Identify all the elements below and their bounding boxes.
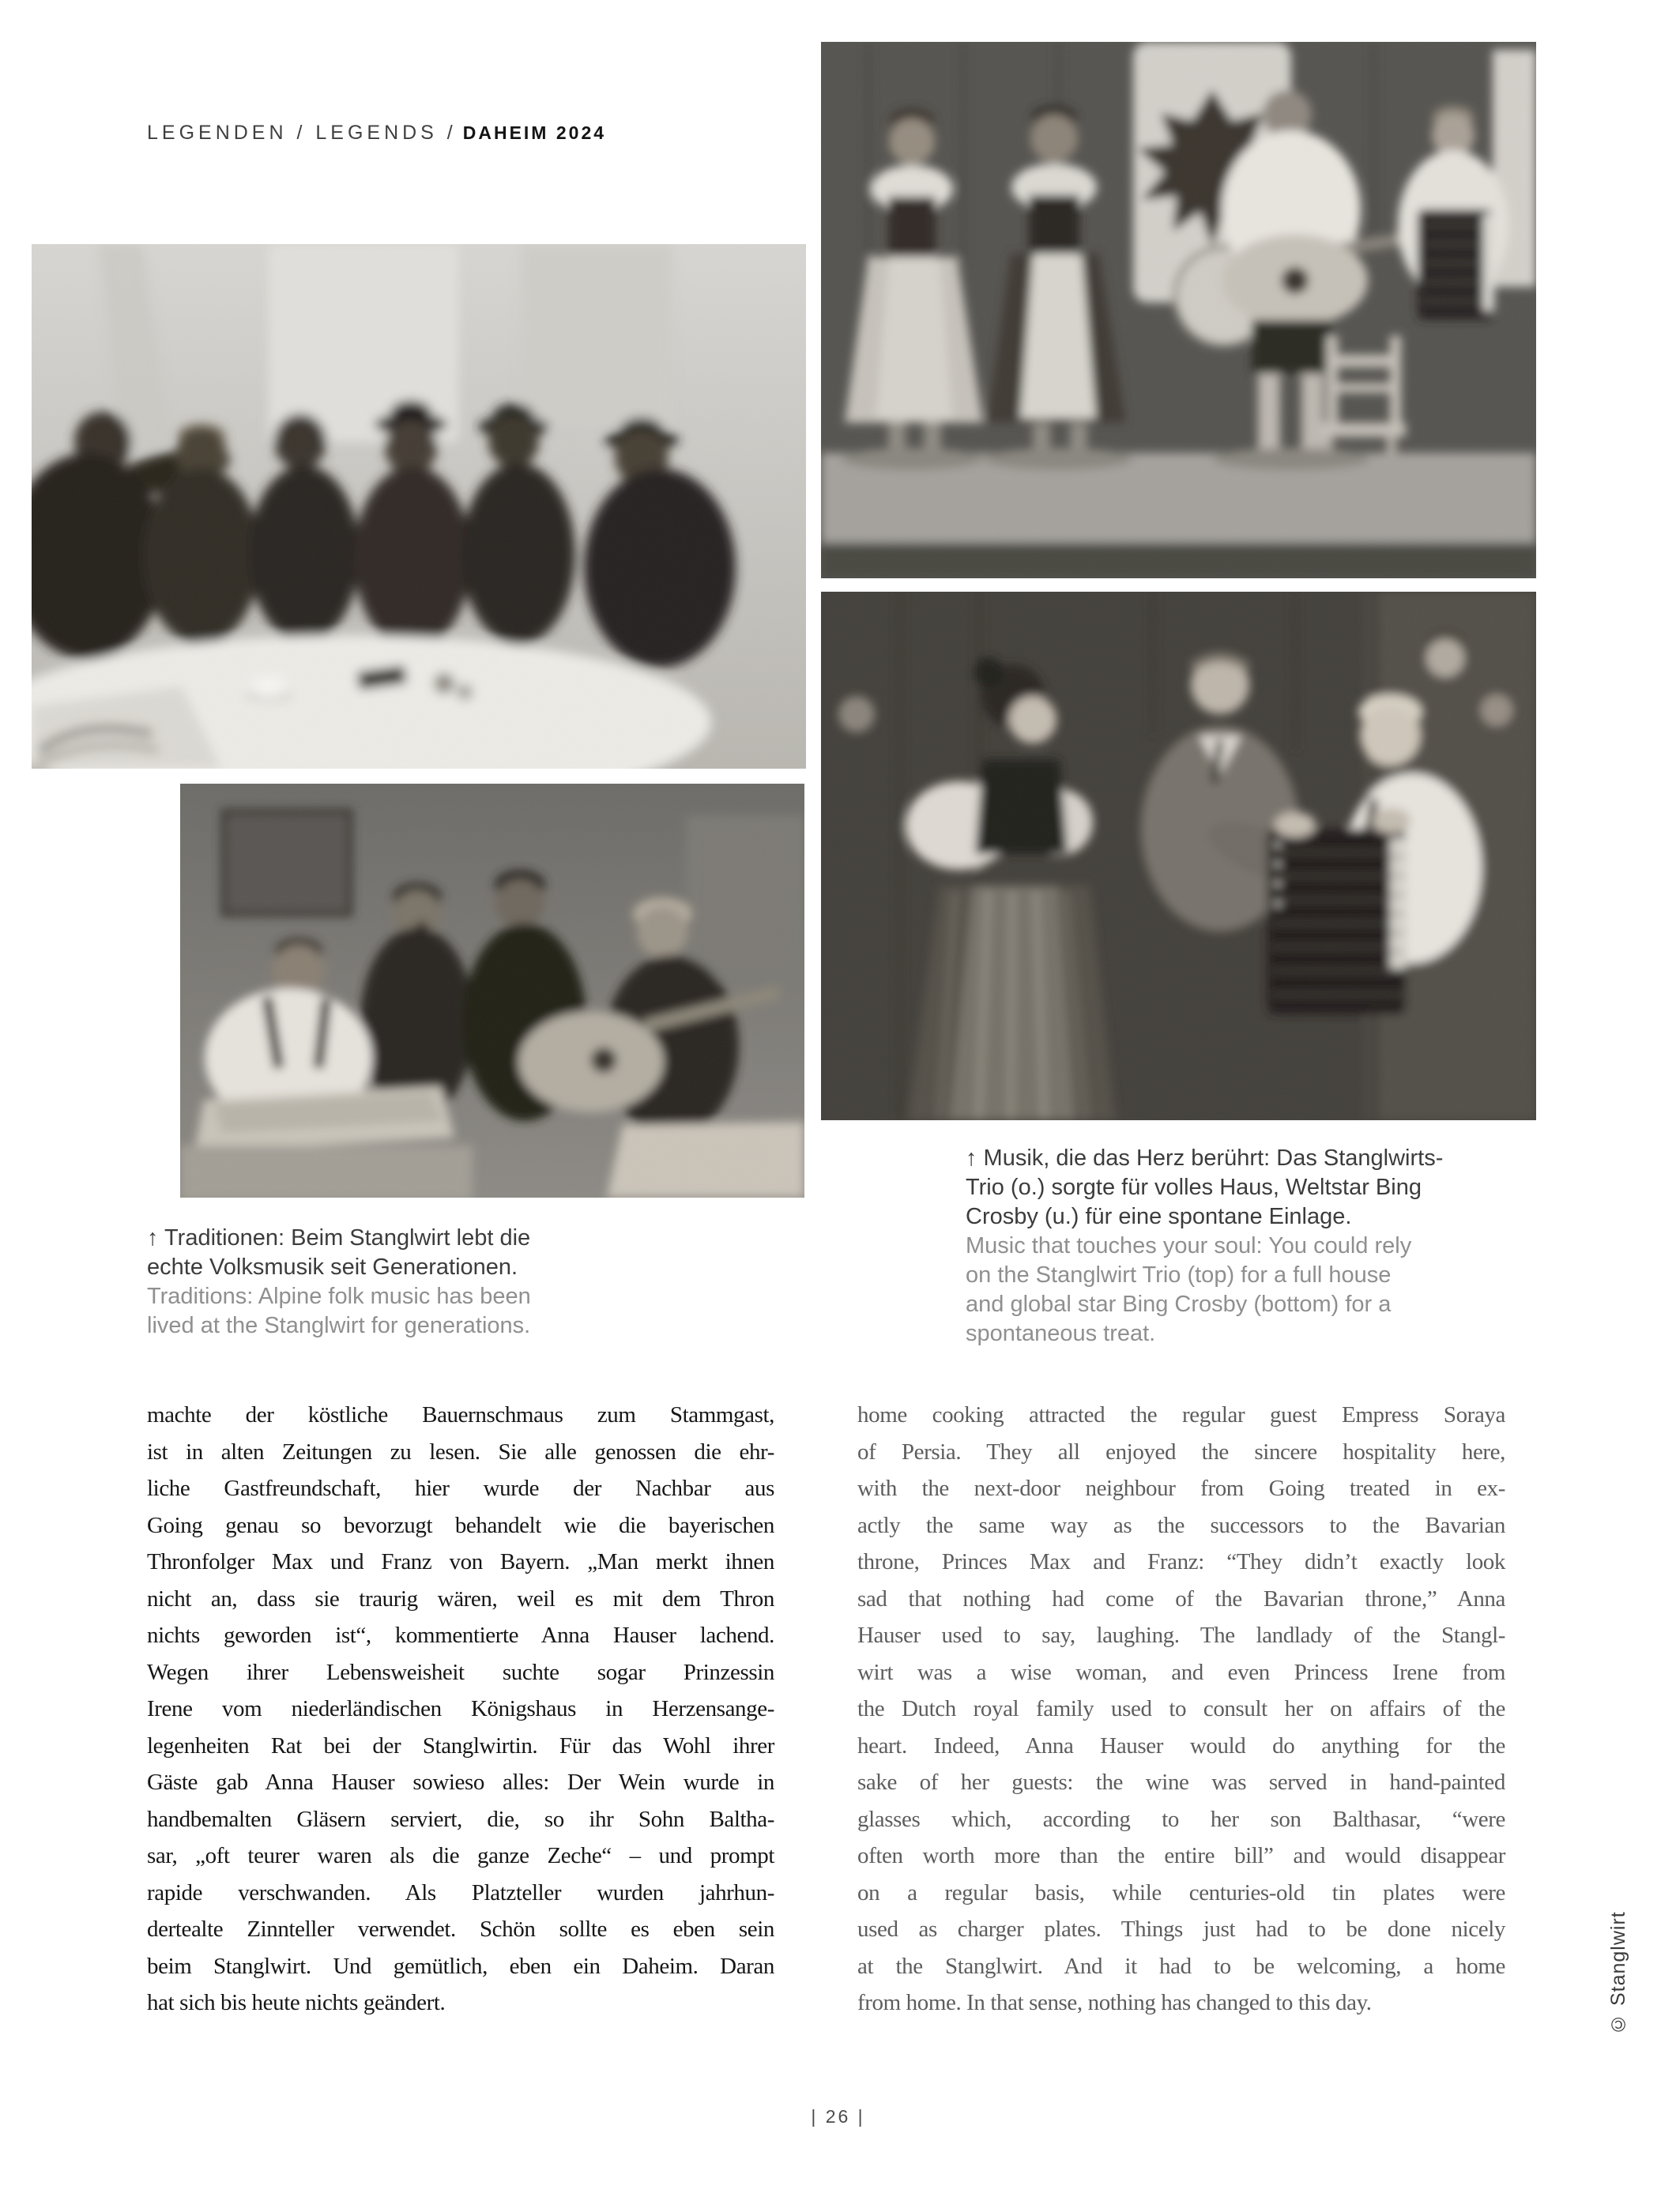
body-text-line: with the next-door neighbour from Going treated in ex- bbox=[857, 1476, 1505, 1501]
body-text-line: wirt was a wise woman, and even Princess Irene from bbox=[857, 1659, 1505, 1685]
body-text-line: Thronfolger Max und Franz von Bayern. „Man merkt ihnen bbox=[147, 1549, 774, 1574]
body-text-line: of Persia. They all enjoyed the sincere hospitality here, bbox=[857, 1439, 1505, 1465]
caption-line: echte Volksmusik seit Generationen. bbox=[147, 1255, 518, 1280]
body-text-line: dertealte Zinnteller verwendet. Schön sollte es eben sein bbox=[147, 1917, 774, 1942]
photo-bing-crosby-graphic bbox=[821, 592, 1536, 1120]
issue-label: DAHEIM 2024 bbox=[462, 122, 607, 143]
caption-right-german bbox=[966, 1144, 1503, 1232]
caption-line: Traditions: Alpine folk music has been bbox=[147, 1284, 531, 1309]
section-label: LEGENDEN / LEGENDS / bbox=[147, 122, 457, 144]
photo-singers-guitar-graphic bbox=[180, 784, 804, 1198]
body-text-line: at the Stanglwirt. And it had to be welcoming, a home bbox=[857, 1953, 1505, 1979]
body-text-line: legenheiten Rat bei der Stanglwirtin. Für das Wohl ihrer bbox=[147, 1732, 774, 1759]
caption-right bbox=[966, 1144, 1503, 1349]
body-text-line: Gäste gab Anna Hauser sowieso alles: Der Wein wurde in bbox=[147, 1770, 774, 1795]
body-text-line: liche Gastfreundschaft, hier wurde der Nachbar aus bbox=[147, 1476, 774, 1501]
body-text-line: Wegen ihrer Lebensweisheit suchte sogar Prinzessin bbox=[147, 1659, 774, 1685]
caption-line: spontaneous treat. bbox=[966, 1321, 1156, 1346]
photo-singers-guitar bbox=[180, 784, 804, 1198]
body-text-line: home cooking attracted the regular guest Empress Soraya bbox=[857, 1402, 1505, 1428]
photo-credit: © Stanglwirt bbox=[1607, 1911, 1629, 2035]
body-text-line: handbemalten Gläsern serviert, die, so ihr Sohn Baltha- bbox=[147, 1806, 774, 1832]
body-text-line: sad that nothing had come of the Bavarian throne,” Anna bbox=[857, 1586, 1505, 1612]
caption-line: Music that touches your soul: You could rely bbox=[966, 1233, 1412, 1258]
caption-left-german bbox=[147, 1224, 653, 1282]
body-text-line: from home. In that sense, nothing has changed to this day. bbox=[857, 1990, 1372, 2015]
caption-line: Trio (o.) sorgte für volles Haus, Weltstar Bing bbox=[966, 1175, 1422, 1200]
page-header bbox=[147, 122, 606, 145]
caption-left-english bbox=[147, 1282, 653, 1341]
caption-line: and global star Bing Crosby (bottom) for a bbox=[966, 1292, 1392, 1317]
body-text-line: Irene vom niederländischen Königshaus in Herzensange- bbox=[147, 1696, 774, 1721]
body-text-line: sake of her guests: the wine was served in hand-painted bbox=[857, 1770, 1505, 1795]
photo-stage-trio-graphic bbox=[821, 42, 1536, 578]
body-text-line: hat sich bis heute nichts geändert. bbox=[147, 1990, 446, 2015]
body-text-line: actly the same way as the successors to the Bavarian bbox=[857, 1512, 1505, 1538]
photo-stage-trio bbox=[821, 42, 1536, 578]
body-text-line: beim Stanglwirt. Und gemütlich, eben ein Daheim. Daran bbox=[147, 1953, 774, 1979]
caption-line: lived at the Stanglwirt for generations. bbox=[147, 1313, 531, 1338]
caption-right-english bbox=[966, 1232, 1503, 1349]
body-text-line: the Dutch royal family used to consult her on affairs of the bbox=[857, 1696, 1505, 1721]
article-english-column bbox=[857, 1397, 1505, 2022]
caption-left bbox=[147, 1224, 653, 1341]
caption-line: on the Stanglwirt Trio (top) for a full house bbox=[966, 1262, 1392, 1288]
photo-folk-table-graphic bbox=[32, 244, 806, 769]
caption-line: ↑ Traditionen: Beim Stanglwirt lebt die bbox=[147, 1225, 531, 1251]
caption-line: ↑ Musik, die das Herz berührt: Das Stanglwirts- bbox=[966, 1146, 1444, 1171]
body-text-line: sar, „oft teurer waren als die ganze Zeche“ – und prompt bbox=[147, 1843, 774, 1868]
page-number: | 26 | bbox=[811, 2106, 865, 2127]
photo-bing-crosby-accordion bbox=[821, 592, 1536, 1120]
body-text-line: heart. Indeed, Anna Hauser would do anything for the bbox=[857, 1732, 1505, 1759]
body-text-line: rapide verschwanden. Als Platzteller wurden jahrhun- bbox=[147, 1879, 774, 1905]
body-text-line: Going genau so bevorzugt behandelt wie die bayerischen bbox=[147, 1512, 774, 1538]
body-text-line: nichts geworden ist“, kommentierte Anna Hauser lachend. bbox=[147, 1623, 774, 1648]
caption-line: Crosby (u.) für eine spontane Einlage. bbox=[966, 1204, 1352, 1229]
article-german-column bbox=[147, 1397, 774, 2022]
body-text-line: used as charger plates. Things just had to be done nicely bbox=[857, 1917, 1505, 1942]
body-text-line: glasses which, according to her son Balthasar, “were bbox=[857, 1806, 1505, 1832]
body-text-line: often worth more than the entire bill” and would disappear bbox=[857, 1843, 1505, 1868]
body-text-line: throne, Princes Max and Franz: “They didn’t exactly look bbox=[857, 1549, 1505, 1574]
body-text-line: ist in alten Zeitungen zu lesen. Sie alle genossen die ehr- bbox=[147, 1439, 774, 1465]
body-text-line: on a regular basis, while centuries-old tin plates were bbox=[857, 1879, 1505, 1905]
photo-folk-table bbox=[32, 244, 806, 769]
body-text-line: machte der köstliche Bauernschmaus zum Stammgast, bbox=[147, 1402, 774, 1428]
body-text-line: nicht an, dass sie traurig wären, weil es mit dem Thron bbox=[147, 1586, 774, 1612]
body-text-line: Hauser used to say, laughing. The landlady of the Stangl- bbox=[857, 1623, 1505, 1648]
